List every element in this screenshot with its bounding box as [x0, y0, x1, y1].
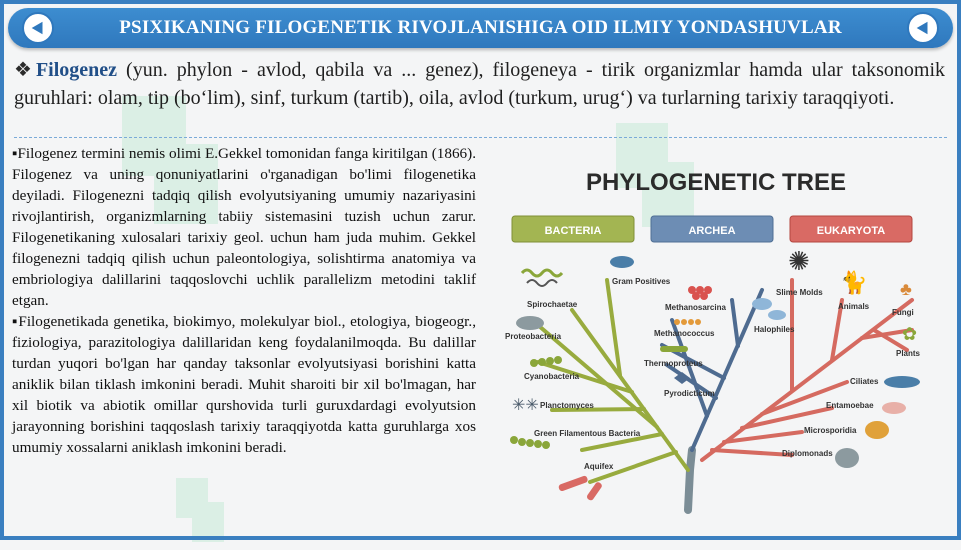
svg-text:Aquifex: Aquifex [584, 462, 614, 471]
slide-title: PSIXIKANING FILOGENETIK RIVOJLANISHIGA OID ILMIY YONDASHUVLAR [119, 17, 842, 38]
tree-title: PHYLOGENETIC TREE [585, 169, 847, 196]
square-bullet-icon: ▪ [12, 313, 19, 330]
diamond-bullet-icon: ❖ [14, 59, 36, 81]
paragraph-1: ▪Filogenez termini nemis olimi E.Gekkel tomonidan fanga kiritilgan (1866). Filogenez va uning qonuniyatlarini o'rganadigan bo'limi filogenetika deyiladi. Filogenezni tadqiq qilish evolyutsiyaning umumiy nazariyasini rivojlantirish, organizmlarning tabiiy sistemasini tuzish uchun zarur. Filogenetikaning xulosalari tarixiy geol. uchun ham juda muhim. Gekkel filogenezni tadqiq qilish uchun paleontologiya, solishtirma anatomiya va embriologiya dalillarini taqqoslovchi uchlik parallelizm metodini taklif etgan. [12, 145, 476, 309]
svg-text:♣: ♣ [900, 279, 912, 299]
watermark-logo [140, 470, 260, 550]
intro-term: Filogenez [35, 59, 118, 81]
domain-bacteria [512, 216, 634, 242]
svg-text:Spirochaetae: Spirochaetae [527, 300, 578, 309]
divider [14, 137, 947, 138]
svg-text:✺: ✺ [788, 246, 810, 276]
svg-text:✳✳: ✳✳ [512, 397, 539, 414]
svg-text:Ciliates: Ciliates [850, 377, 879, 386]
svg-text:Pyrodicticum: Pyrodicticum [664, 389, 715, 398]
title-bar [8, 8, 953, 48]
body-text [12, 143, 476, 458]
intro-text: (yun. phylon - avlod, qabila va ... genez), filogeneya - tirik organizmlar hamda ular taksonomik guruhlari: olam, tip (bo‘lim), sinf, turkum (tartib), oila, avlod (turkum, urug‘) va turlarning tarixiy taraqqiyoti. [14, 59, 946, 109]
svg-text:Cyanobacteria: Cyanobacteria [524, 372, 580, 381]
tree-trunk [688, 450, 692, 510]
svg-text:Slime Molds: Slime Molds [776, 288, 823, 297]
svg-text:✿: ✿ [902, 324, 918, 344]
next-slide-button[interactable] [907, 12, 939, 44]
play-right-icon [914, 19, 932, 37]
play-left-icon [29, 19, 47, 37]
svg-text:Animals: Animals [838, 302, 870, 311]
domain-archea [651, 216, 773, 242]
svg-text:Microsporidia: Microsporidia [804, 426, 857, 435]
intro-definition [14, 56, 945, 112]
svg-text:🐈: 🐈 [840, 270, 868, 295]
phylogenetic-tree-figure [492, 150, 944, 530]
svg-text:Methanosarcina: Methanosarcina [665, 303, 726, 312]
svg-text:Entamoebae: Entamoebae [826, 401, 874, 410]
svg-text:Halophiles: Halophiles [754, 325, 795, 334]
previous-slide-button[interactable] [22, 12, 54, 44]
square-bullet-icon: ▪ [12, 145, 18, 162]
svg-text:Diplomonads: Diplomonads [782, 449, 833, 458]
svg-text:BACTERIA: BACTERIA [544, 225, 602, 237]
svg-text:EUKARYOTA: EUKARYOTA [816, 225, 886, 237]
svg-text:Plants: Plants [896, 349, 921, 358]
domain-eukaryota [790, 216, 912, 242]
svg-text:Green Filamentous Bacteria: Green Filamentous Bacteria [534, 429, 641, 438]
svg-text:Proteobacteria: Proteobacteria [505, 332, 562, 341]
paragraph-2: ▪Filogenetikada genetika, biokimyo, molekulyar biol., etologiya, biogeogr., fiziologiya, parazitologiya dalillaridan keng foydalanilmoqda. Bu dalillar turdan yuqori bo'lgan har qanday taksonlar evolyutsiyasi borishini katta aniklik bilan tiklash imkonini beradi. Muhit sharoiti bir xil bo'lmagan, har xil biotik va abiotik omillar qurshovida turli guruxdardagi evolyutsion jarayonning borishini taqqoslash tarixiy taraqqiyotda katta guruhlarga xos umumiy xossalarni aniklash imkonini beradi. [12, 313, 476, 456]
svg-text:Gram Positives: Gram Positives [612, 277, 671, 286]
svg-text:ARCHEA: ARCHEA [688, 225, 736, 237]
svg-text:Fungi: Fungi [892, 308, 914, 317]
svg-text:Planctomyces: Planctomyces [540, 401, 594, 410]
svg-text:Thermoproteus: Thermoproteus [644, 359, 703, 368]
svg-text:Methanococcus: Methanococcus [654, 329, 715, 338]
